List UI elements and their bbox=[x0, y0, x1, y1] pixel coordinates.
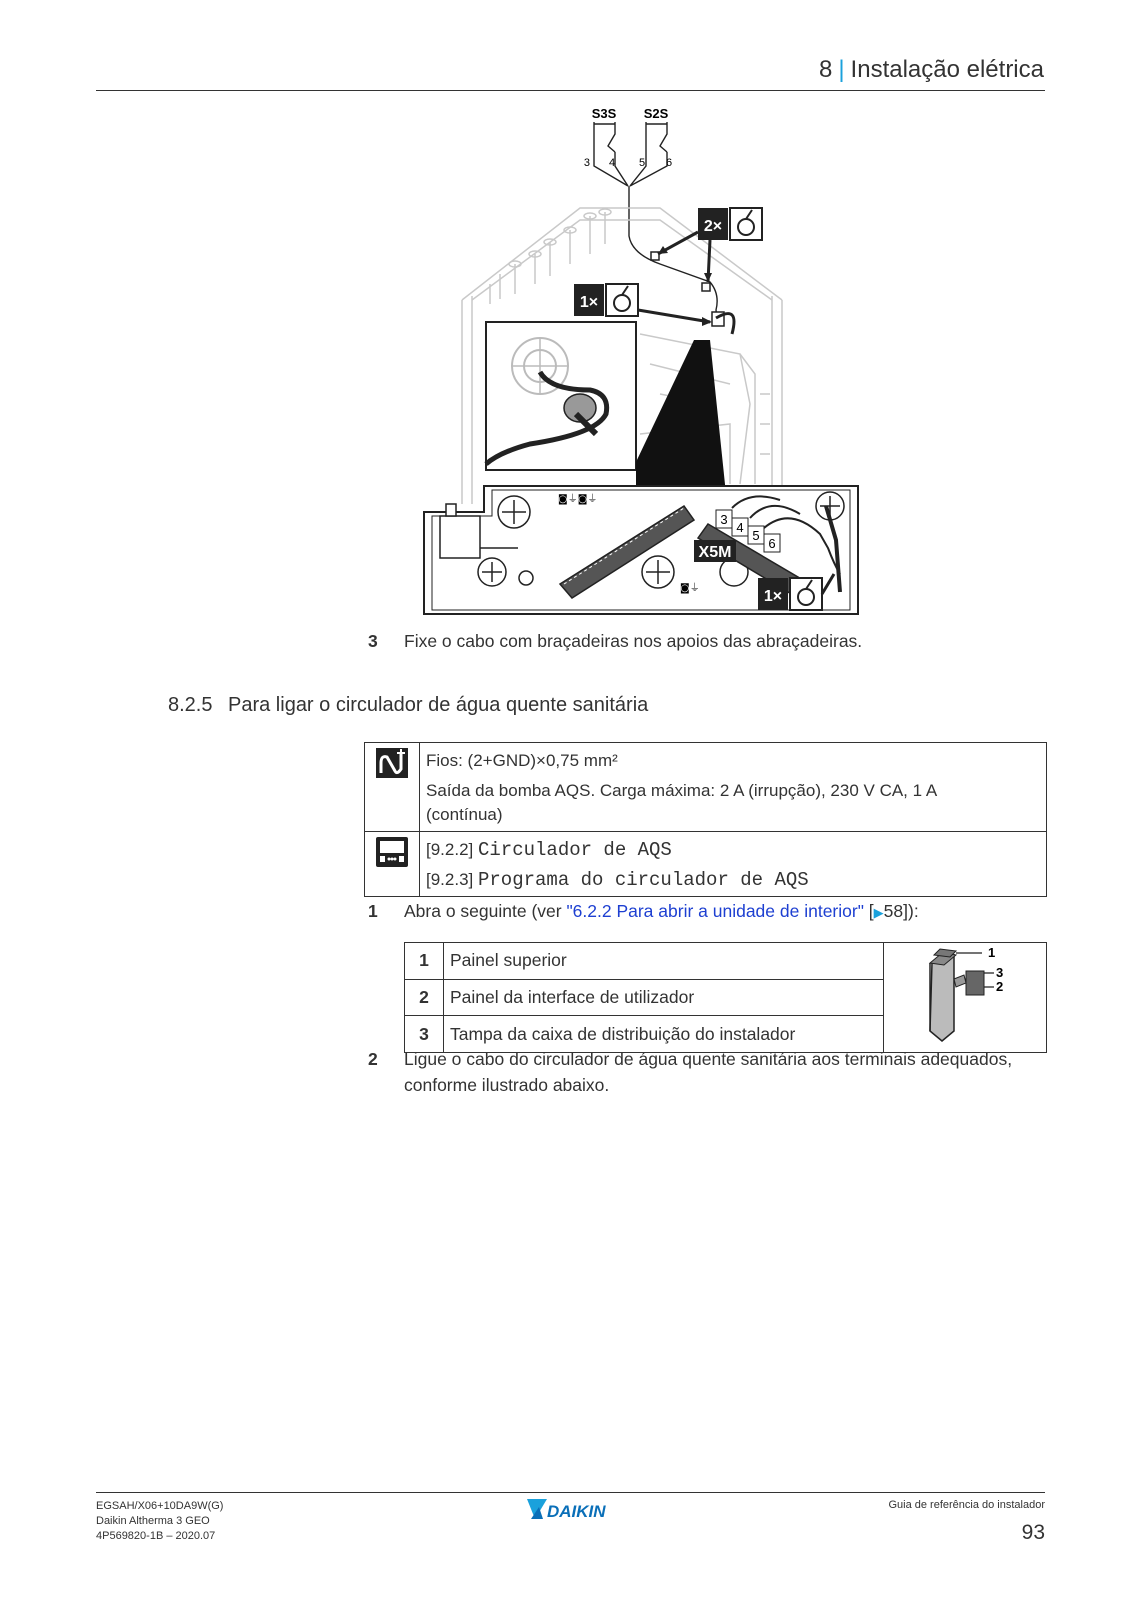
brand-name: DAIKIN bbox=[547, 1502, 606, 1521]
callout-1x-top-clamp bbox=[574, 284, 712, 326]
header-divider: | bbox=[838, 56, 845, 83]
ui-reference-cell bbox=[420, 832, 1047, 897]
product-name: Daikin Altherma 3 GEO bbox=[96, 1515, 210, 1527]
step-text bbox=[404, 1046, 1012, 1098]
part-label: Tampa da caixa de distribuição do instalador bbox=[444, 1016, 884, 1053]
page-number: 93 bbox=[1021, 1521, 1045, 1544]
pin-4-label: 4 bbox=[608, 157, 616, 169]
daikin-logo bbox=[525, 1497, 635, 1523]
callout-1x-top-label: 1× bbox=[579, 294, 599, 311]
step-2 bbox=[368, 1046, 1058, 1098]
step-1 bbox=[368, 898, 1048, 924]
step-text-part: Abra o seguinte (ver bbox=[404, 901, 567, 921]
section-heading bbox=[168, 694, 648, 717]
terminal-number: 4 bbox=[736, 520, 744, 535]
parts-table bbox=[404, 942, 1047, 1053]
wiring-spec-cell bbox=[420, 743, 1047, 832]
table-row bbox=[365, 832, 1047, 897]
step-3 bbox=[368, 628, 1048, 654]
unit-panels-figure bbox=[884, 943, 1046, 1047]
wires-text: Fios: (2+GND)×0,75 mm² bbox=[426, 751, 618, 770]
wiring-icon bbox=[375, 747, 409, 779]
step-number: 2 bbox=[368, 1049, 378, 1069]
callout-2x-label: 2× bbox=[703, 218, 723, 235]
step-number: 1 bbox=[368, 901, 378, 921]
step-number: 3 bbox=[368, 631, 378, 651]
part-number: 3 bbox=[405, 1016, 444, 1053]
pump-output-text-cont: (contínua) bbox=[426, 805, 503, 824]
wiring-info-table bbox=[364, 742, 1047, 897]
step-text-line: Ligue o cabo do circulador de água quente sanitária aos terminais adequados, bbox=[404, 1049, 1013, 1069]
part-label: Painel da interface de utilizador bbox=[444, 979, 884, 1016]
section-title: Para ligar o circulador de água quente sanitária bbox=[228, 694, 649, 716]
inset-detail bbox=[486, 322, 726, 494]
step-text-line: conforme ilustrado abaixo. bbox=[404, 1075, 610, 1095]
figure-label: 1 bbox=[988, 945, 996, 960]
chapter-number: 8 bbox=[818, 56, 833, 83]
cross-reference-link[interactable]: "6.2.2 Para abrir a unidade de interior" bbox=[566, 901, 864, 921]
part-number: 2 bbox=[405, 979, 444, 1016]
switch-s3s-label: S3S bbox=[591, 106, 617, 121]
part-label: Painel superior bbox=[444, 943, 884, 980]
figure-label: 3 bbox=[996, 965, 1004, 980]
header-rule bbox=[96, 90, 1045, 91]
wiring-icon-cell bbox=[365, 743, 420, 832]
document-id: 4P569820-1B – 2020.07 bbox=[96, 1530, 216, 1542]
table-row bbox=[405, 943, 1047, 980]
chapter-title: Instalação elétrica bbox=[850, 56, 1044, 83]
pump-output-text: Saída da bomba AQS. Carga máxima: 2 A (irrupção), 230 V CA, 1 A bbox=[426, 781, 938, 800]
section-number: 8.2.5 bbox=[168, 694, 213, 716]
menu-ref-code: [9.2.2] bbox=[426, 840, 474, 859]
ground-symbols-bottom: ◙⏚ bbox=[680, 583, 700, 594]
step-text-part: [ bbox=[863, 901, 874, 921]
footer-document-info bbox=[96, 1499, 223, 1544]
user-interface-icon-cell bbox=[365, 832, 420, 897]
terminal-number: 5 bbox=[752, 528, 760, 543]
user-interface-icon bbox=[375, 836, 409, 868]
page-reference: 58 bbox=[883, 901, 904, 921]
part-number: 1 bbox=[405, 943, 444, 980]
wiring-installation-figure bbox=[410, 104, 870, 630]
menu-ref-label: Circulador de AQS bbox=[478, 839, 672, 861]
ground-symbols-top: ◙⏚◙⏚ bbox=[558, 494, 598, 505]
terminal-number: 6 bbox=[768, 536, 776, 551]
menu-ref-code: [9.2.3] bbox=[426, 870, 474, 889]
pin-6-label: 6 bbox=[666, 157, 673, 169]
step-text: Fixe o cabo com braçadeiras nos apoios das abraçadeiras. bbox=[404, 631, 863, 651]
step-text-part: ]): bbox=[903, 901, 919, 921]
terminal-number: 3 bbox=[720, 512, 728, 527]
callout-1x-bottom-clamp bbox=[758, 574, 834, 610]
model-code: EGSAH/X06+10DA9W(G) bbox=[96, 1500, 224, 1512]
footer-rule bbox=[96, 1492, 1045, 1493]
menu-ref-label: Programa do circulador de AQS bbox=[478, 869, 809, 891]
page-ref-arrow-icon: ▶ bbox=[873, 905, 884, 920]
pin-5-label: 5 bbox=[638, 157, 646, 169]
pin-3-label: 3 bbox=[583, 157, 590, 169]
table-row bbox=[365, 743, 1047, 832]
step-text bbox=[404, 898, 919, 926]
unit-panels-figure-cell bbox=[884, 943, 1047, 1053]
guide-title: Guia de referência do instalador bbox=[888, 1499, 1045, 1511]
figure-label: 2 bbox=[996, 979, 1004, 994]
chapter-header bbox=[819, 56, 1044, 84]
switch-s2s-label: S2S bbox=[643, 106, 669, 121]
callout-1x-bottom-label: 1× bbox=[763, 588, 783, 605]
terminal-block-label: X5M bbox=[698, 544, 732, 561]
